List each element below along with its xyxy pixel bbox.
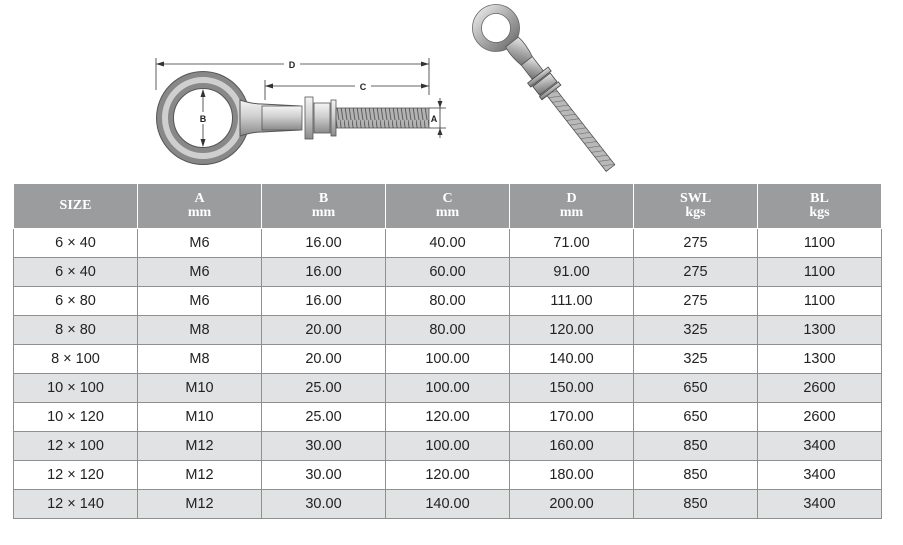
table-cell-a: M6	[138, 258, 262, 287]
table-row	[14, 374, 882, 403]
table-cell-bl: 1300	[758, 316, 882, 345]
table-row	[14, 316, 882, 345]
column-header-label: SWL	[679, 191, 712, 206]
table-cell-c: 100.00	[386, 345, 510, 374]
table-cell-c: 80.00	[386, 316, 510, 345]
dimension-b-label: B	[199, 114, 207, 124]
table-cell-size: 6 × 40	[14, 229, 138, 258]
table-cell-b: 16.00	[262, 287, 386, 316]
table-cell-b: 30.00	[262, 490, 386, 519]
table-cell-c: 120.00	[386, 403, 510, 432]
table-cell-d: 180.00	[510, 461, 634, 490]
table-cell-size: 12 × 120	[14, 461, 138, 490]
table-cell-a: M6	[138, 287, 262, 316]
table-cell-d: 150.00	[510, 374, 634, 403]
table-cell-a: M10	[138, 403, 262, 432]
column-header-label: C	[442, 191, 453, 206]
table-cell-size: 6 × 40	[14, 258, 138, 287]
column-header-unit: kgs	[685, 205, 706, 220]
table-cell-size: 12 × 100	[14, 432, 138, 461]
table-cell-c: 80.00	[386, 287, 510, 316]
table-cell-a: M8	[138, 316, 262, 345]
table-cell-swl: 850	[634, 432, 758, 461]
table-cell-size: 6 × 80	[14, 287, 138, 316]
table-cell-b: 16.00	[262, 258, 386, 287]
table-cell-swl: 275	[634, 287, 758, 316]
table-cell-c: 40.00	[386, 229, 510, 258]
table-cell-d: 160.00	[510, 432, 634, 461]
table-cell-bl: 1100	[758, 287, 882, 316]
table-cell-swl: 650	[634, 403, 758, 432]
table-cell-a: M12	[138, 461, 262, 490]
column-header-label: SIZE	[59, 198, 92, 213]
dimension-c	[265, 80, 429, 100]
table-cell-swl: 850	[634, 490, 758, 519]
dimension-a	[429, 98, 446, 138]
table-cell-c: 100.00	[386, 374, 510, 403]
table-row	[14, 461, 882, 490]
table-cell-size: 12 × 140	[14, 490, 138, 519]
table-cell-bl: 1300	[758, 345, 882, 374]
table-cell-swl: 850	[634, 461, 758, 490]
table-cell-a: M12	[138, 432, 262, 461]
table-cell-d: 111.00	[510, 287, 634, 316]
dimension-a-label: A	[430, 114, 438, 124]
table-row	[14, 432, 882, 461]
eye-bolt-figure	[0, 0, 903, 182]
table-cell-swl: 275	[634, 229, 758, 258]
table-cell-d: 120.00	[510, 316, 634, 345]
table-cell-bl: 1100	[758, 229, 882, 258]
table-cell-c: 120.00	[386, 461, 510, 490]
table-cell-a: M6	[138, 229, 262, 258]
technical-drawing	[156, 58, 446, 165]
table-cell-size: 10 × 100	[14, 374, 138, 403]
column-header-bl	[758, 184, 882, 229]
column-header-unit: mm	[435, 205, 460, 220]
table-cell-a: M10	[138, 374, 262, 403]
table-row	[14, 258, 882, 287]
table-cell-bl: 1100	[758, 258, 882, 287]
table-cell-a: M12	[138, 490, 262, 519]
table-cell-c: 140.00	[386, 490, 510, 519]
table-row	[14, 345, 882, 374]
threaded-rod	[336, 108, 429, 128]
specification-table	[13, 183, 882, 519]
table-cell-c: 60.00	[386, 258, 510, 287]
table-cell-swl: 325	[634, 316, 758, 345]
nut	[314, 103, 330, 133]
table-cell-swl: 275	[634, 258, 758, 287]
table-cell-b: 25.00	[262, 374, 386, 403]
column-header-unit: kgs	[809, 205, 830, 220]
column-header-size	[14, 184, 138, 229]
table-cell-bl: 2600	[758, 403, 882, 432]
column-header-label: A	[194, 191, 205, 206]
table-cell-d: 200.00	[510, 490, 634, 519]
table-cell-a: M8	[138, 345, 262, 374]
table-row	[14, 490, 882, 519]
table-cell-d: 170.00	[510, 403, 634, 432]
column-header-unit: mm	[559, 205, 584, 220]
column-header-unit: mm	[187, 205, 212, 220]
table-header-row	[14, 184, 882, 229]
table-cell-b: 25.00	[262, 403, 386, 432]
column-header-d	[510, 184, 634, 229]
column-header-c	[386, 184, 510, 229]
table-cell-bl: 3400	[758, 461, 882, 490]
table-cell-bl: 3400	[758, 490, 882, 519]
dimension-c-label: C	[359, 82, 367, 92]
table-cell-b: 30.00	[262, 432, 386, 461]
table-cell-d: 91.00	[510, 258, 634, 287]
table-cell-bl: 2600	[758, 374, 882, 403]
table-cell-swl: 325	[634, 345, 758, 374]
column-header-label: B	[318, 191, 329, 206]
column-header-label: BL	[810, 191, 829, 206]
table-body	[14, 229, 882, 519]
column-header-unit: mm	[311, 205, 336, 220]
table-cell-b: 20.00	[262, 316, 386, 345]
product-photo	[473, 5, 621, 177]
table-row	[14, 287, 882, 316]
column-header-a	[138, 184, 262, 229]
column-header-swl	[634, 184, 758, 229]
table-cell-swl: 650	[634, 374, 758, 403]
table-row	[14, 403, 882, 432]
table-cell-c: 100.00	[386, 432, 510, 461]
table-cell-b: 30.00	[262, 461, 386, 490]
table-cell-size: 8 × 100	[14, 345, 138, 374]
table-cell-b: 16.00	[262, 229, 386, 258]
table-row	[14, 229, 882, 258]
table-cell-size: 8 × 80	[14, 316, 138, 345]
table-cell-size: 10 × 120	[14, 403, 138, 432]
table-cell-bl: 3400	[758, 432, 882, 461]
table-cell-d: 71.00	[510, 229, 634, 258]
column-header-label: D	[566, 191, 577, 206]
washer	[305, 97, 313, 139]
table-cell-b: 20.00	[262, 345, 386, 374]
dimension-d-label: D	[288, 60, 296, 70]
column-header-b	[262, 184, 386, 229]
table-cell-d: 140.00	[510, 345, 634, 374]
